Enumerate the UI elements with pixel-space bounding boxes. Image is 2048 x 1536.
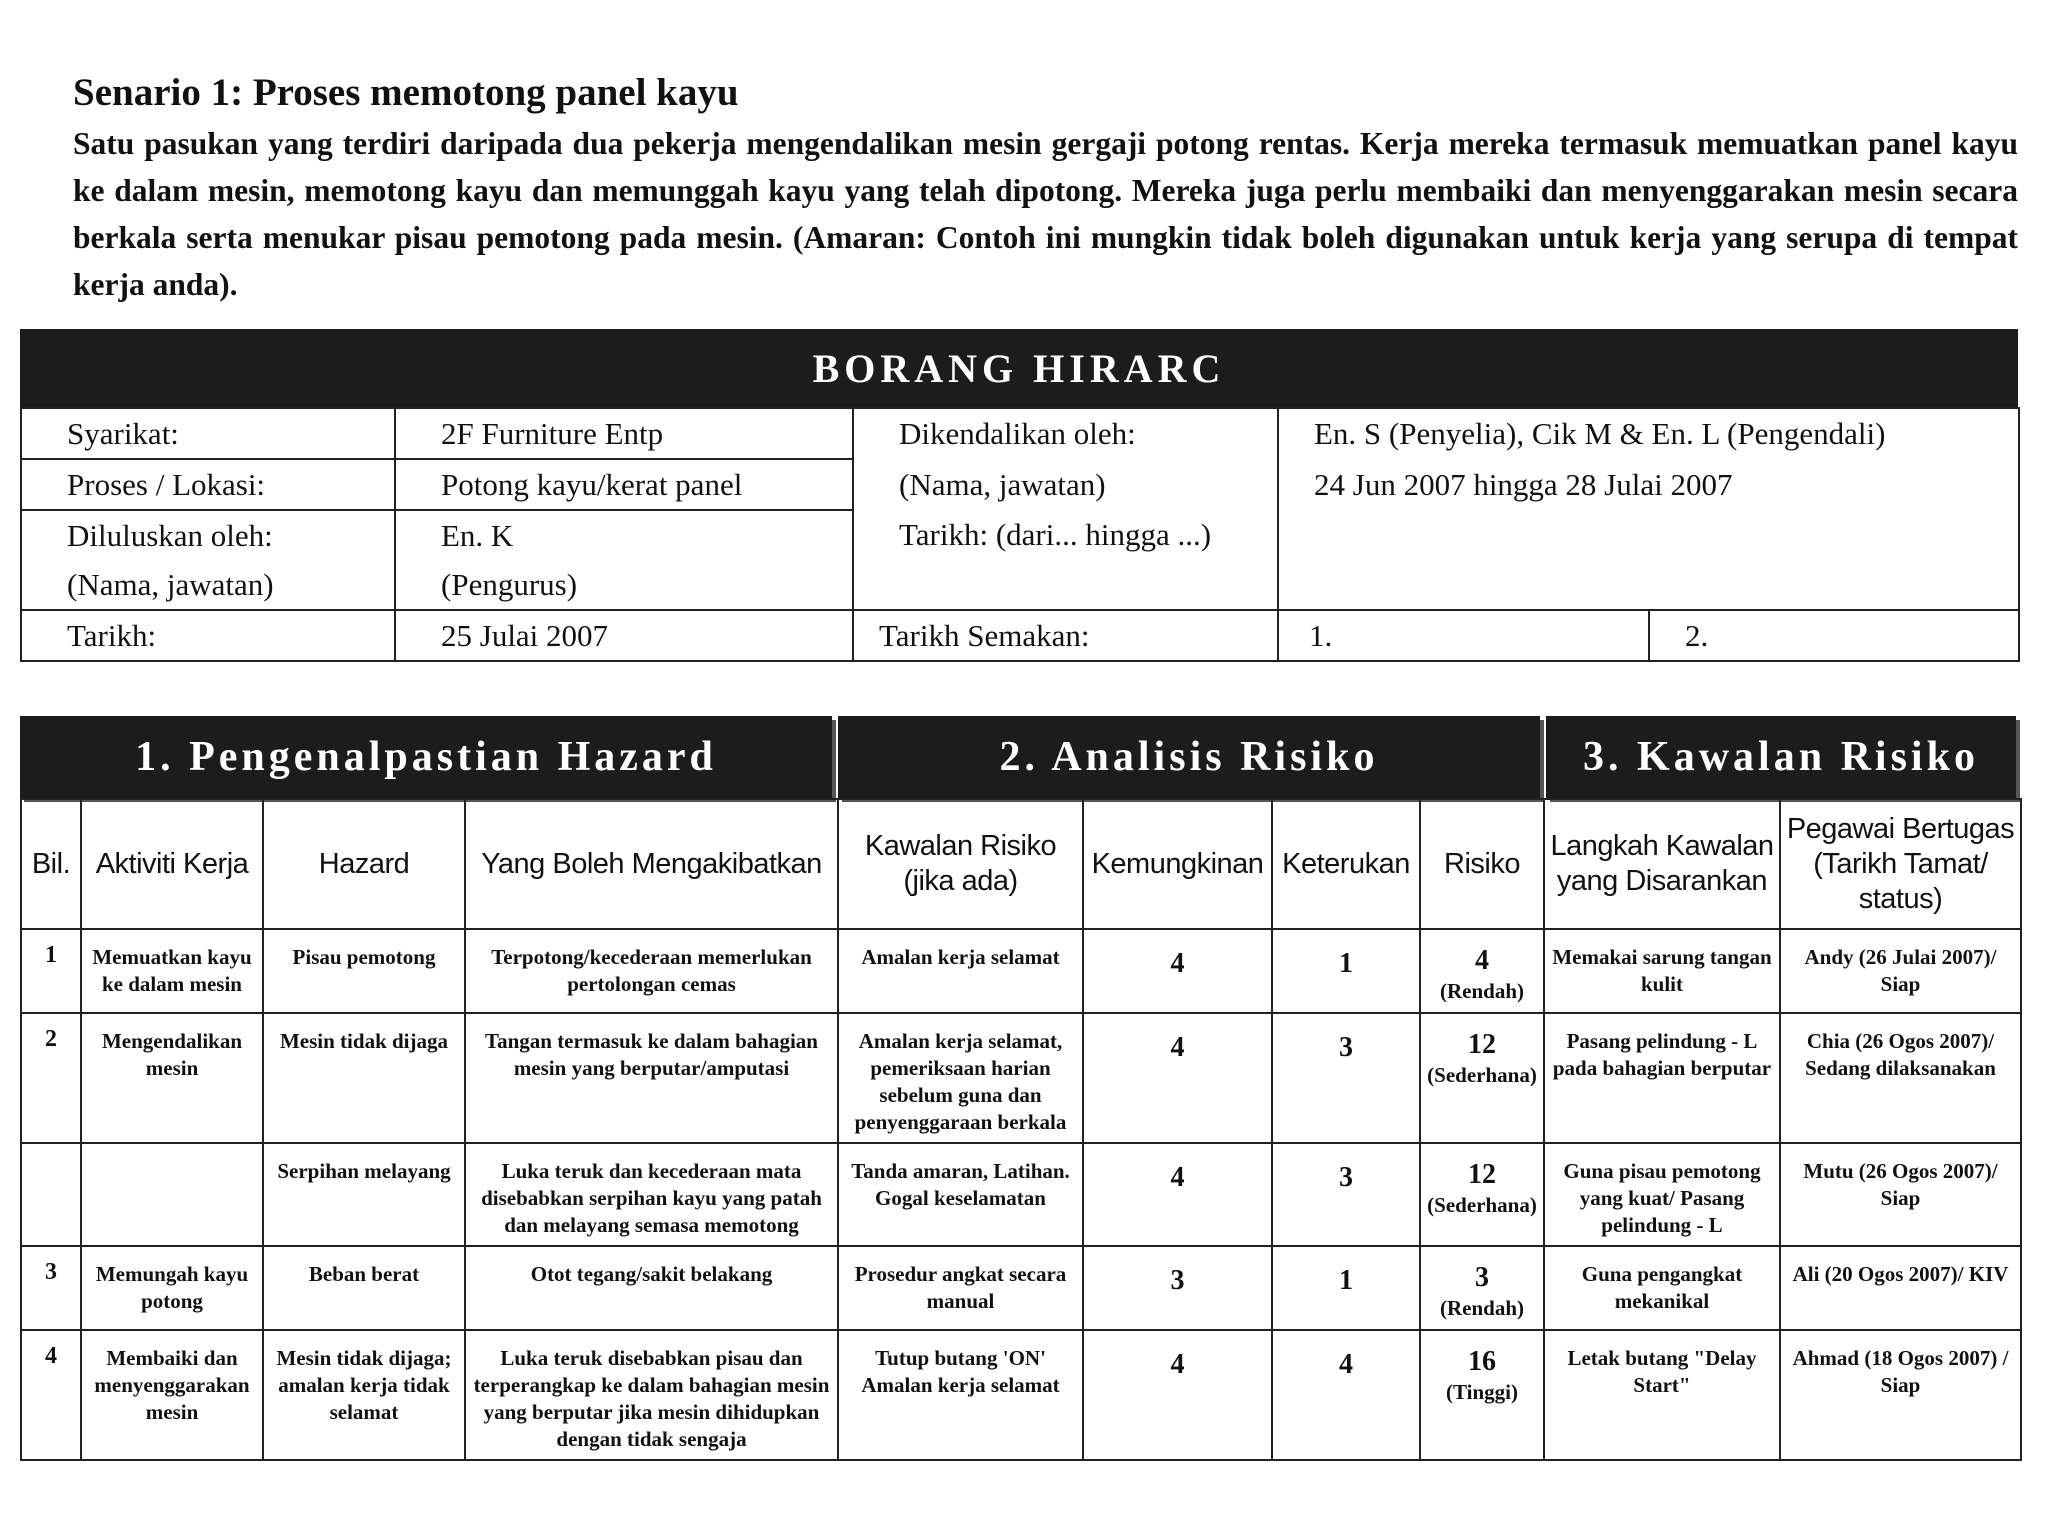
semakan-2: 2. — [1649, 610, 2019, 661]
proses-value: Potong kayu/kerat panel — [395, 459, 853, 510]
proses-label: Proses / Lokasi: — [21, 459, 395, 510]
row-aktiviti: Memuatkan kayu ke dalam mesin — [81, 929, 263, 1013]
risiko-value: 16 — [1468, 1346, 1496, 1377]
col-langkah: Langkah Kawalan yang Disarankan — [1544, 799, 1780, 929]
row-risiko — [1420, 1143, 1544, 1246]
table-row — [21, 1330, 2021, 1460]
diluluskan-label-2: (Nama, jawatan) — [21, 560, 395, 610]
table-row — [21, 929, 2021, 1013]
col-pegawai: Pegawai Bertugas (Tarikh Tamat/ status) — [1780, 799, 2021, 929]
row-langkah: Letak butang "Delay Start" — [1544, 1330, 1780, 1460]
row-langkah: Guna pengangkat mekanikal — [1544, 1246, 1780, 1330]
row-pegawai: Mutu (26 Ogos 2007)/ Siap — [1780, 1143, 2021, 1246]
syarikat-label: Syarikat: — [21, 408, 395, 459]
section-analisis: 2. Analisis Risiko — [838, 716, 1540, 798]
borang-info-table — [20, 407, 2020, 662]
syarikat-value: 2F Furniture Entp — [395, 408, 853, 459]
row-aktiviti: Memungah kayu potong — [81, 1246, 263, 1330]
row-aktiviti: Mengendalikan mesin — [81, 1013, 263, 1143]
col-risiko: Risiko — [1420, 799, 1544, 929]
risiko-value: 3 — [1475, 1262, 1489, 1293]
tarikh-value: 25 Julai 2007 — [395, 610, 853, 661]
diluluskan-value-1: En. K — [395, 510, 853, 560]
dikendalikan-value-2: 24 Jun 2007 hingga 28 Julai 2007 — [1278, 459, 2019, 510]
row-kawalan: Tutup butang 'ON' Amalan kerja selamat — [838, 1330, 1083, 1460]
risiko-level: (Rendah) — [1439, 1296, 1524, 1320]
dikendalikan-value-1: En. S (Penyelia), Cik M & En. L (Pengendali) — [1278, 408, 2019, 459]
scenario-description: Satu pasukan yang terdiri daripada dua pekerja mengendalikan mesin gergaji potong rentas. Kerja mereka termasuk memuatkan panel kayu ke dalam mesin, memotong kayu dan memunggah kayu yang telah dipotong. Mereka juga perlu membaiki dan menyenggarakan mesin secara berkala serta menukar pisau pemotong pada mesin. (Amaran: Contoh ini mungkin tidak boleh digunakan untuk kerja yang serupa di tempat kerja anda). — [73, 126, 2018, 302]
dikendalikan-label-3: Tarikh: (dari... hingga ...) — [853, 510, 1278, 560]
row-kawalan: Amalan kerja selamat — [838, 929, 1083, 1013]
row-bil: 1 — [21, 929, 81, 1013]
row-keterukan: 3 — [1272, 1143, 1420, 1246]
row-langkah: Pasang pelindung - L pada bahagian berputar — [1544, 1013, 1780, 1143]
row-pegawai: Chia (26 Ogos 2007)/ Sedang dilaksanakan — [1780, 1013, 2021, 1143]
col-kesan: Yang Boleh Mengakibatkan — [465, 799, 838, 929]
row-pegawai: Ali (20 Ogos 2007)/ KIV — [1780, 1246, 2021, 1330]
col-bil: Bil. — [21, 799, 81, 929]
risiko-value: 4 — [1475, 945, 1489, 976]
dikendalikan-empty — [1278, 510, 2019, 560]
row-hazard: Mesin tidak dijaga — [263, 1013, 465, 1143]
row-kawalan: Prosedur angkat secara manual — [838, 1246, 1083, 1330]
row-kemungkinan: 3 — [1083, 1246, 1272, 1330]
row-bil — [21, 1143, 81, 1246]
dikendalikan-label-2: (Nama, jawatan) — [853, 459, 1278, 510]
col-aktiviti: Aktiviti Kerja — [81, 799, 263, 929]
row-langkah: Memakai sarung tangan kulit — [1544, 929, 1780, 1013]
table-row — [21, 1013, 2021, 1143]
dikendalikan-spacer-2 — [1278, 560, 2019, 610]
risiko-level: (Sederhana) — [1427, 1193, 1537, 1217]
section-kawalan: 3. Kawalan Risiko — [1546, 716, 2016, 798]
row-aktiviti: Membaiki dan menyenggarakan mesin — [81, 1330, 263, 1460]
row-risiko — [1420, 929, 1544, 1013]
col-kemungkinan: Kemungkinan — [1083, 799, 1272, 929]
row-pegawai: Ahmad (18 Ogos 2007) / Siap — [1780, 1330, 2021, 1460]
col-kawalan: Kawalan Risiko (jika ada) — [838, 799, 1083, 929]
row-risiko — [1420, 1330, 1544, 1460]
risiko-level: (Sederhana) — [1427, 1063, 1537, 1087]
table-row — [21, 1246, 2021, 1330]
row-bil: 4 — [21, 1330, 81, 1460]
row-keterukan: 4 — [1272, 1330, 1420, 1460]
row-kemungkinan: 4 — [1083, 1143, 1272, 1246]
row-kesan: Luka teruk disebabkan pisau dan terperangkap ke dalam bahagian mesin yang berputar jika mesin dihidupkan dengan tidak sengaja — [465, 1330, 838, 1460]
semakan-label: Tarikh Semakan: — [853, 610, 1278, 661]
borang-title: BORANG HIRARC — [20, 329, 2018, 408]
diluluskan-value-2: (Pengurus) — [395, 560, 853, 610]
risiko-value: 12 — [1468, 1159, 1496, 1190]
row-kesan: Terpotong/kecederaan memerlukan pertolongan cemas — [465, 929, 838, 1013]
row-keterukan: 3 — [1272, 1013, 1420, 1143]
row-kawalan: Amalan kerja selamat, pemeriksaan harian sebelum guna dan penyenggaraan berkala — [838, 1013, 1083, 1143]
row-kemungkinan: 4 — [1083, 1013, 1272, 1143]
row-hazard: Mesin tidak dijaga; amalan kerja tidak selamat — [263, 1330, 465, 1460]
section-hazard: 1. Pengenalpastian Hazard — [20, 716, 832, 798]
col-keterukan: Keterukan — [1272, 799, 1420, 929]
row-bil: 2 — [21, 1013, 81, 1143]
risiko-value: 12 — [1468, 1029, 1496, 1060]
scenario-title: Senario 1: Proses memotong panel kayu — [73, 71, 739, 114]
row-hazard: Beban berat — [263, 1246, 465, 1330]
row-kesan: Otot tegang/sakit belakang — [465, 1246, 838, 1330]
row-risiko — [1420, 1246, 1544, 1330]
row-hazard: Pisau pemotong — [263, 929, 465, 1013]
semakan-1: 1. — [1278, 610, 1649, 661]
col-hazard: Hazard — [263, 799, 465, 929]
dikendalikan-label-1: Dikendalikan oleh: — [853, 408, 1278, 459]
dikendalikan-spacer — [853, 560, 1278, 610]
row-hazard: Serpihan melayang — [263, 1143, 465, 1246]
row-kawalan: Tanda amaran, Latihan. Gogal keselamatan — [838, 1143, 1083, 1246]
row-risiko — [1420, 1013, 1544, 1143]
row-aktiviti — [81, 1143, 263, 1246]
hirarc-table — [20, 798, 2022, 1461]
row-kemungkinan: 4 — [1083, 1330, 1272, 1460]
row-pegawai: Andy (26 Julai 2007)/ Siap — [1780, 929, 2021, 1013]
row-kesan: Tangan termasuk ke dalam bahagian mesin yang berputar/amputasi — [465, 1013, 838, 1143]
row-bil: 3 — [21, 1246, 81, 1330]
risiko-level: (Tinggi) — [1446, 1380, 1518, 1404]
diluluskan-label-1: Diluluskan oleh: — [21, 510, 395, 560]
row-langkah: Guna pisau pemotong yang kuat/ Pasang pelindung - L — [1544, 1143, 1780, 1246]
table-row — [21, 1143, 2021, 1246]
row-keterukan: 1 — [1272, 1246, 1420, 1330]
row-keterukan: 1 — [1272, 929, 1420, 1013]
row-kemungkinan: 4 — [1083, 929, 1272, 1013]
row-kesan: Luka teruk dan kecederaan mata disebabkan serpihan kayu yang patah dan melayang semasa memotong — [465, 1143, 838, 1246]
tarikh-label: Tarikh: — [21, 610, 395, 661]
risiko-level: (Rendah) — [1439, 979, 1524, 1003]
